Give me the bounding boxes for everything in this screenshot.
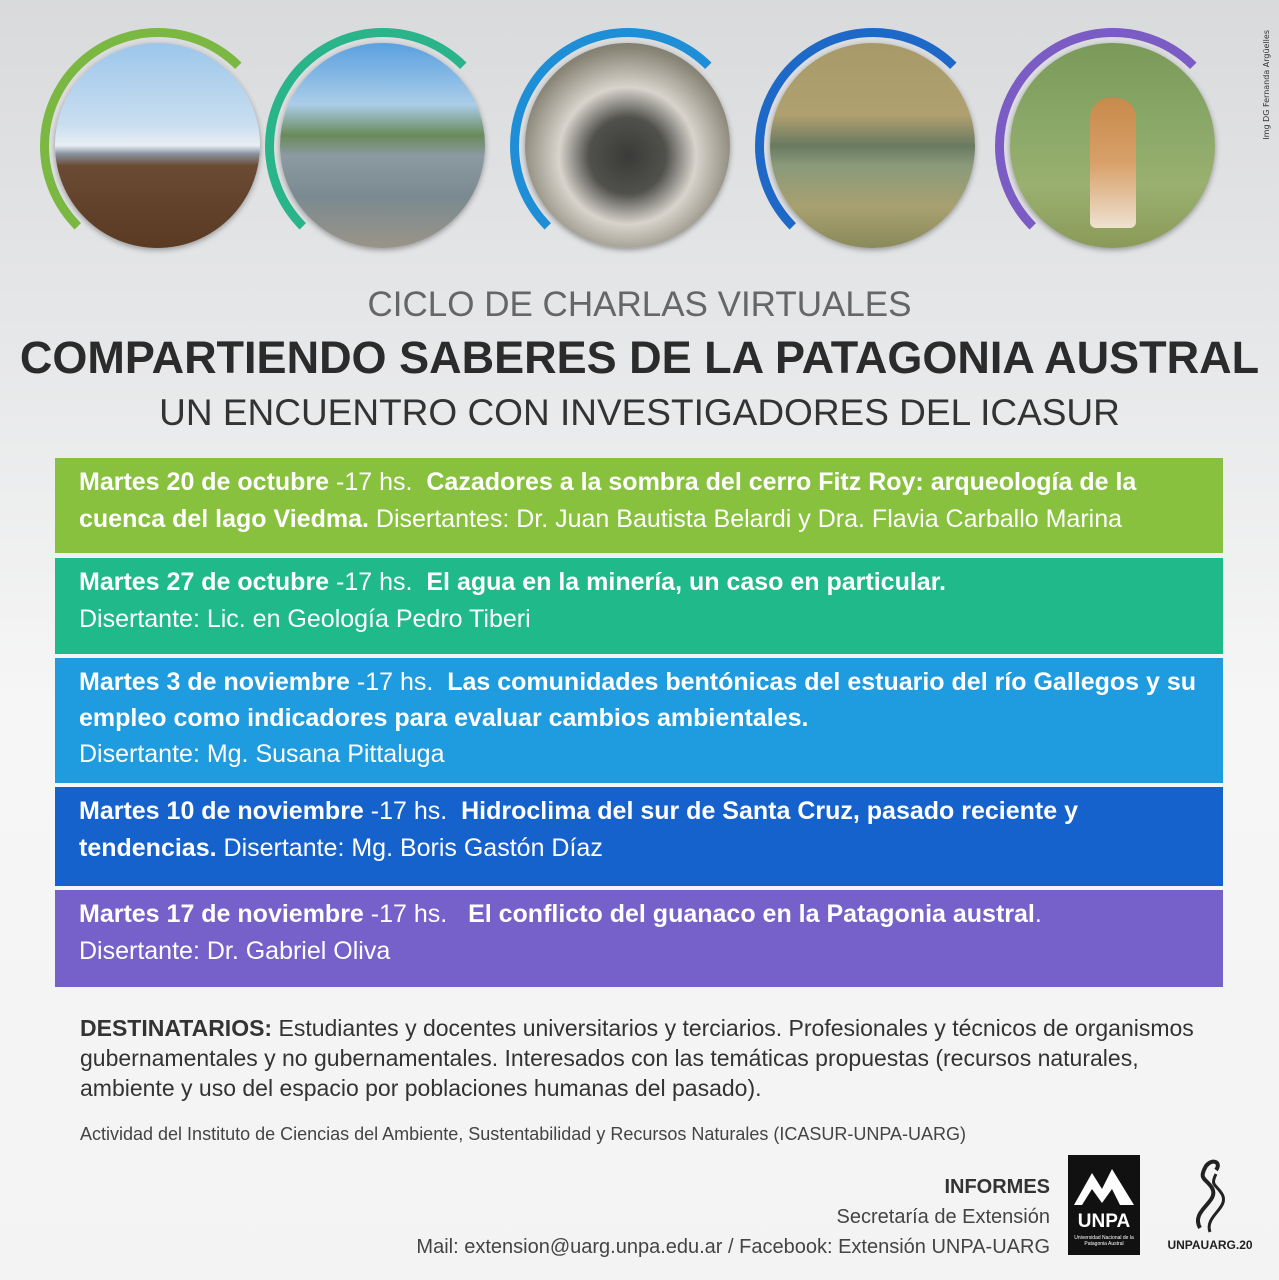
talk-title: Las comunidades bentónicas del estuario del río Gallegos y su empleo como indicadores para evaluar cambios ambientales. bbox=[79, 668, 1197, 732]
photo-credit: Img DG Fernanda Argüelles bbox=[1262, 30, 1271, 140]
talk-time: -17 hs. bbox=[363, 797, 448, 825]
talk-date: Martes 20 de octubre bbox=[79, 468, 330, 496]
talk-speakers: Disertantes: Dr. Juan Bautista Belardi y Dra. Flavia Carballo Marina bbox=[368, 505, 1123, 533]
mountain-landscape-photo bbox=[55, 43, 260, 248]
talk-title: El conflicto del guanaco en la Patagonia austral bbox=[468, 900, 1035, 928]
talk-band: Martes 17 de noviembre -17 hs. El conflicto del guanaco en la Patagonia austral. Disertante: Dr. Gabriel Oliva bbox=[55, 890, 1223, 987]
guanaco-figure bbox=[1090, 98, 1136, 228]
talk-band bbox=[55, 658, 1223, 783]
uarg-swirl-icon bbox=[1150, 1150, 1270, 1240]
recipients-text: Estudiantes y docentes universitarios y terciarios. Profesionales y técnicos de organismos gubernamentales y no gubernamentales. Interesados con las temáticas propuestas (recursos naturales, ambiente y uso del espacio por poblaciones humanas del pasado). bbox=[80, 1015, 1194, 1101]
main-title: COMPARTIENDO SABERES DE LA PATAGONIA AUSTRAL bbox=[19, 332, 1260, 383]
talk-time: -17 hs. bbox=[329, 568, 413, 596]
guanaco-photo bbox=[1010, 43, 1215, 248]
recipients-paragraph bbox=[80, 1013, 1230, 1103]
lake-survey-photo bbox=[770, 43, 975, 248]
talk-time: -17 hs. bbox=[349, 668, 434, 696]
cycle-title: CICLO DE CHARLAS VIRTUALES bbox=[367, 285, 912, 324]
talk-speakers: Disertante: Lic. en Geología Pedro Tiberi bbox=[79, 605, 531, 633]
info-heading: INFORMES bbox=[944, 1176, 1050, 1198]
photo-strip bbox=[0, 0, 1279, 280]
uarg-logo-text: UNPAUARG.20 bbox=[1167, 1238, 1253, 1252]
unpa-logo-text: UNPA bbox=[1077, 1211, 1131, 1232]
unpa-logo-subtext: Universidad Nacional de la Patagonia Austral bbox=[1074, 1235, 1134, 1247]
talk-date: Martes 10 de noviembre bbox=[79, 797, 364, 825]
talk-speakers: Disertante: Dr. Gabriel Oliva bbox=[79, 937, 391, 965]
talk-speakers: Disertante: Mg. Susana Pittaluga bbox=[79, 740, 445, 768]
sediment-hands-photo bbox=[525, 43, 730, 248]
talk-title: El agua en la minería, un caso en particular. bbox=[426, 568, 947, 596]
talk-speakers: Disertante: Mg. Boris Gastón Díaz bbox=[216, 834, 603, 862]
info-block bbox=[416, 1172, 1050, 1262]
subtitle: UN ENCUENTRO CON INVESTIGADORES DEL ICASUR bbox=[159, 392, 1120, 433]
recipients-label: DESTINATARIOS: bbox=[80, 1015, 273, 1041]
uarg-logo bbox=[1150, 1150, 1270, 1260]
talk-time: -17 hs. bbox=[363, 900, 448, 928]
talk-title: Cazadores a la sombra del cerro Fitz Roy: arqueología de la cuenca del lago Viedma. bbox=[79, 468, 1137, 533]
activity-note: Actividad del Instituto de Ciencias del Ambiente, Sustentabilidad y Recursos Naturales (ICASUR-UNPA-UARG) bbox=[80, 1124, 967, 1144]
info-office: Secretaría de Extensión bbox=[836, 1206, 1050, 1228]
talk-band bbox=[55, 787, 1223, 886]
talk-date: Martes 17 de noviembre bbox=[79, 900, 364, 928]
river-sampling-photo bbox=[280, 43, 485, 248]
unpa-logo bbox=[1068, 1155, 1140, 1255]
talk-band bbox=[55, 558, 1223, 654]
info-contact: Mail: extension@uarg.unpa.edu.ar / Facebook: Extensión UNPA-UARG bbox=[416, 1236, 1050, 1258]
talk-title: Hidroclima del sur de Santa Cruz, pasado reciente y tendencias. bbox=[79, 797, 1078, 862]
talk-date: Martes 3 de noviembre bbox=[79, 668, 350, 696]
talk-date: Martes 27 de octubre bbox=[79, 568, 330, 596]
talk-band bbox=[55, 458, 1223, 553]
talk-time: -17 hs. bbox=[329, 468, 413, 496]
